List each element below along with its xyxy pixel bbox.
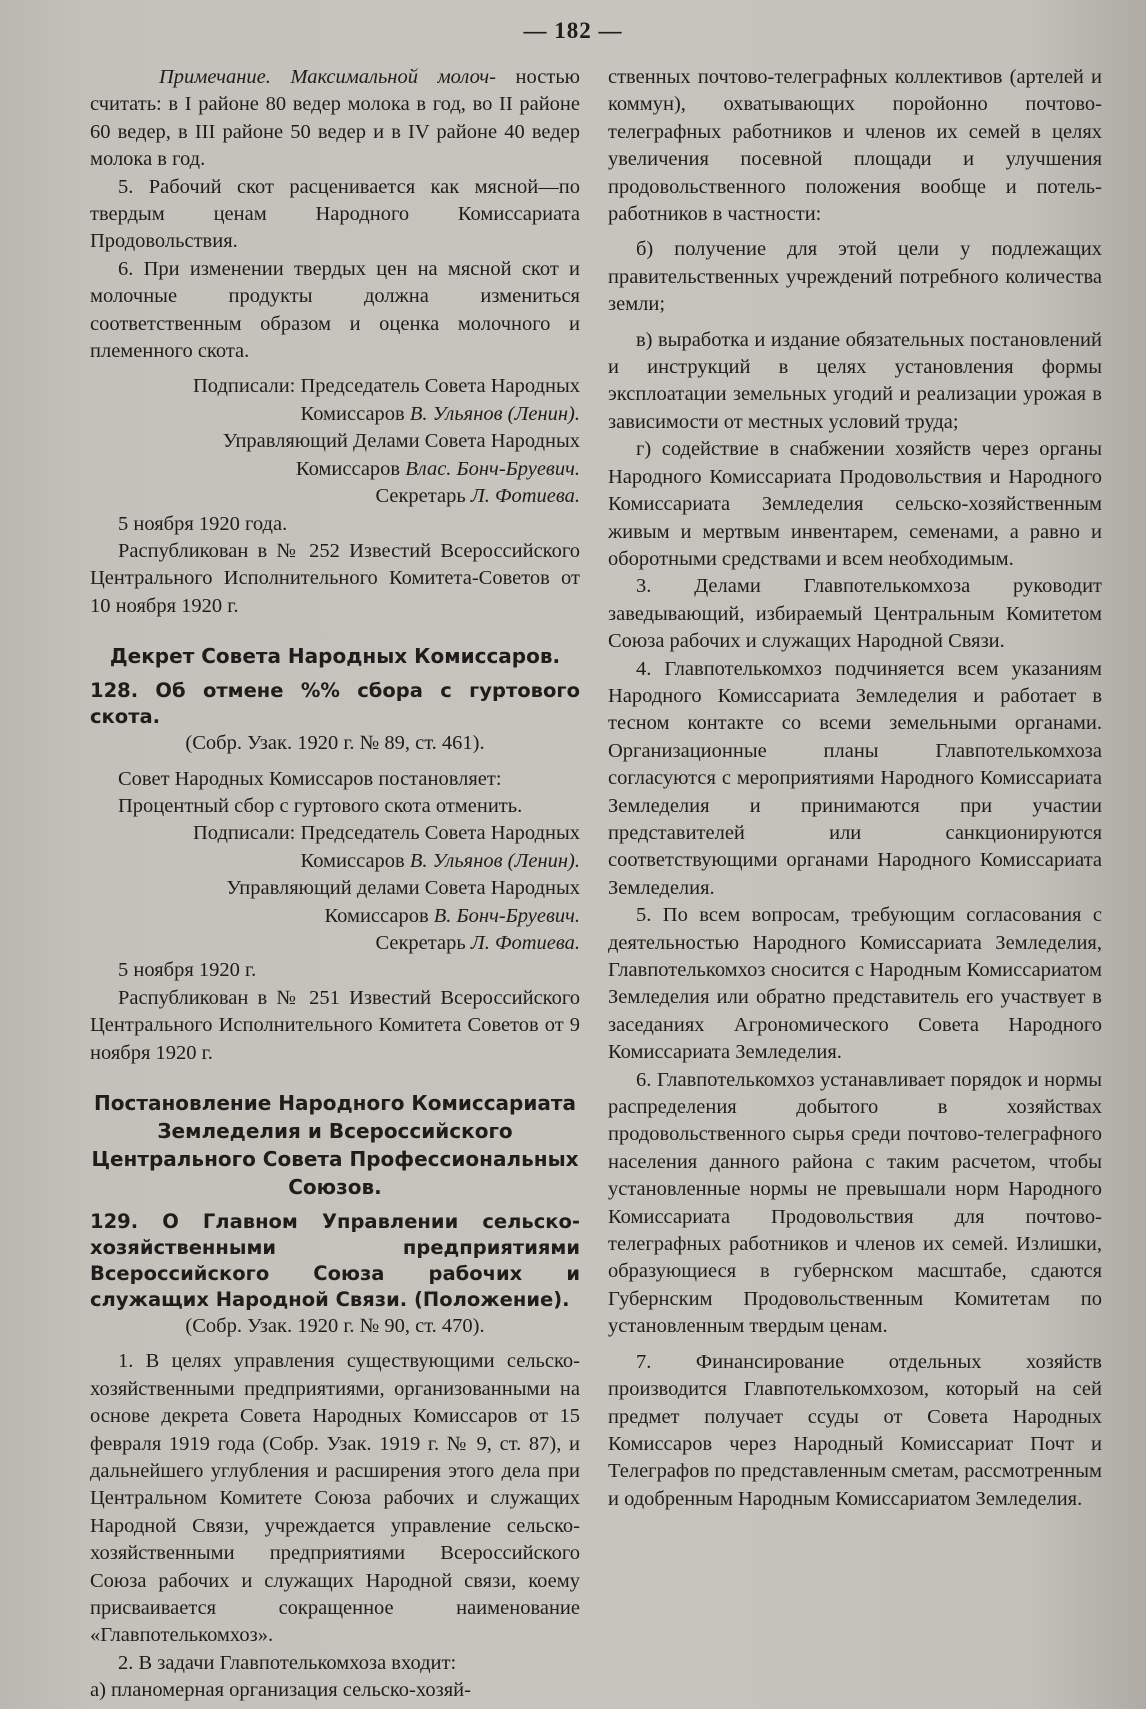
sig1-manager-name: Влас. Бонч-Бруевич. <box>405 457 580 480</box>
decree-129-source: (Собр. Узак. 1920 г. № 90, ст. 470). <box>185 1315 485 1337</box>
item-g: г) содействие в снабжении хозяйств через органы Народного Комиссариата Продовольствия и Народного Комиссариата Земледелия сельско-хозяйственным живым и мертвым инвентарем, семенами, а равно и оборотными средствами и всем необходимым. <box>608 438 1102 570</box>
signatures-2 <box>90 820 580 957</box>
decree-128-source: (Собр. Узак. 1920 г. № 89, ст. 461). <box>185 732 485 755</box>
paragraph-6: 6. При изменении твердых цен на мясной скот и молочные продукты должна измениться соответственным образом и оценка молочного и племенного скота. <box>90 257 580 363</box>
signatures-1 <box>90 373 580 510</box>
sig2-manager-name: В. Бонч-Бруевич. <box>433 904 580 927</box>
decree-129-title: 129. О Главном Управлении сельско-хозяйственными предприятиями Всероссийского Союза рабочих и служащих Народной Связи. (Положение). <box>90 1210 580 1311</box>
decree-128-paragraph-2: Процентный сбор с гуртового скота отменить. <box>118 794 523 817</box>
sig1-chair-title: Подписали: Председатель Совета Народных <box>193 375 580 398</box>
item-b: б) получение для этой цели у подлежащих правительственных учреждений потребного количества земли; <box>608 238 1102 316</box>
publication-1: Распубликован в № 252 Известий Всероссийского Центрального Исполнительного Комитета-Советов от 10 ноября 1920 г. <box>90 539 580 617</box>
sig2-manager-title: Управляющий делами Совета Народных <box>226 877 580 900</box>
publication-2: Распубликован в № 251 Известий Всероссийского Центрального Исполнительного Комитета Советов от 9 ноября 1920 г. <box>90 986 580 1064</box>
paragraph-7: 7. Финансирование отдельных хозяйств производится Главпотелькомхозом, который на сей предмет получает ссуды от Совета Народных Комиссаров через Народный Комиссариат Почт и Телеграфов по представленным сметам, рассмотренным и одобренным Народным Комиссариатом Земледелия. <box>608 1350 1102 1510</box>
date-2: 5 ноября 1920 г. <box>118 959 257 982</box>
decree-heading: Декрет Совета Народных Комиссаров. <box>109 644 561 669</box>
decree-129-paragraph-2a: а) планомерная организация сельско-хозяй- <box>90 1679 471 1702</box>
sig2-manager: Комиссаров В. Бонч-Бруевич. <box>324 904 580 927</box>
left-column <box>90 64 580 1705</box>
page-number: — 182 — <box>523 18 623 43</box>
decree-129-paragraph-2: 2. В задачи Главпотелькомхоза входит: <box>118 1651 457 1674</box>
note-text: ностью считать: в I районе 80 ведер молока в год, во II районе 60 ведер, в III районе 50 ведер и в IV районе 40 ведер молока в год. <box>90 66 580 171</box>
paragraph-3: 3. Делами Главпотелькомхоза руководит заведывающий, избираемый Центральным Комитетом Союза рабочих и служащих Народной Связи. <box>608 575 1102 653</box>
item-a-continuation: ственных почтово-телеграфных коллективов (артелей и коммун), охватывающих поройонно почтово-телеграфных работников и членов их семей в целях увеличения посевной площади и улучшения продовольственного положения вообще и потель-работников в частности: <box>608 66 1102 226</box>
paragraph-4: 4. Главпотелькомхоз подчиняется всем указаниям Народного Комиссариата Земледелия и работает в тесном контакте со всеми земельными органами. Организационные планы Главпотелькомхоза согласуются с мероприятиями Народного Комиссариата Земледелия и принимаются при участии представителей или санкционируются соответствующими органами Народного Комиссариата Земледелия. <box>608 657 1102 899</box>
sig1-secretary-name: Л. Фотиева. <box>470 485 580 508</box>
paragraph-5: 5. Рабочий скот расценивается как мясной—по твердым ценам Народного Комиссариата Продовольствия. <box>90 175 580 253</box>
decree-128-paragraph-1: Совет Народных Комиссаров постановляет: <box>118 767 502 790</box>
sig1-secretary: Секретарь Л. Фотиева. <box>375 485 580 508</box>
resolution-heading: Постановление Народного Комиссариата Земледелия и Всероссийского Центрального Совета Профессиональных Союзов. <box>91 1091 579 1199</box>
right-column <box>608 64 1102 1513</box>
decree-129-paragraph-1: 1. В целях управления существующими сельско-хозяйственными предприятиями, организованными на основе декрета Совета Народных Комиссаров от 15 февраля 1919 года (Собр. Узак. 1919 г. № 9, ст. 87), и дальнейшего углубления и расширения этого дела при Центральном Комитете Союза рабочих и служащих Народной Связи, учреждается управление сельско-хозяйственными предприятиями Всероссийского Союза рабочих и служащих Народной связи, коему присваивается сокращенное наименование «Главпотелькомхоз». <box>90 1350 580 1647</box>
sig2-chair-title: Подписали: Председатель Совета Народных <box>193 822 580 845</box>
paragraph-6-right: 6. Главпотелькомхоз устанавливает порядок и нормы распределения добытого в хозяйствах продовольственного сырья среди почтово-телеграфного населения данного района с таким расчетом, чтобы установленные нормы не превышали норм Народного Комиссариата Продовольствия для почтово-телеграфных работников и членов их семей. Излишки, образующиеся в губернском масштабе, сдаются Губернским Продовольственным Комитетам по установленным твердым ценам. <box>608 1068 1102 1338</box>
sig2-chair: Комиссаров В. Ульянов (Ленин). <box>300 849 580 872</box>
note-paragraph <box>90 64 580 174</box>
item-v: в) выработка и издание обязательных постановлений и инструкций в целях установления формы эксплоатации земельных угодий и реализации урожая в зависимости от местных условий труда; <box>608 328 1102 433</box>
sig1-chair-name: В. Ульянов (Ленин). <box>409 402 580 425</box>
sig2-secretary-name: Л. Фотиева. <box>470 931 580 954</box>
sig1-manager: Комиссаров Влас. Бонч-Бруевич. <box>295 457 580 480</box>
sig1-manager-title: Управляющий Делами Совета Народных <box>222 430 580 453</box>
sig2-secretary: Секретарь Л. Фотиева. <box>375 931 580 954</box>
sig1-chair: Комиссаров В. Ульянов (Ленин). <box>300 402 580 425</box>
note-label: Примечание. Максимальной молоч- <box>159 66 496 88</box>
paragraph-5-right: 5. По всем вопросам, требующим согласования с деятельностью Народного Комиссариата Земледелия, Главпотелькомхоз сносится с Народным Комиссариатом Земледелия или обратно представитель его участвует в заседаниях Агрономического Совета Народного Комиссариата Земледелия. <box>608 904 1102 1064</box>
date-1: 5 ноября 1920 года. <box>118 512 288 535</box>
decree-128-title: 128. Об отмене %% сбора с гуртового скота. <box>90 679 580 729</box>
sig2-chair-name: В. Ульянов (Ленин). <box>409 849 580 872</box>
